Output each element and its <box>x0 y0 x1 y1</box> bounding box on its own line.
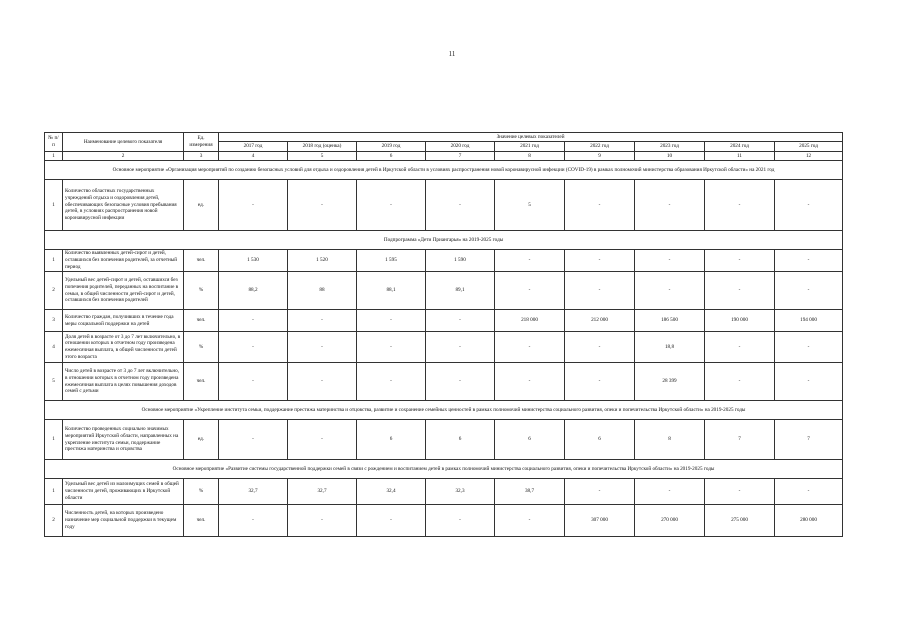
table-row <box>45 272 843 310</box>
unit-cell: чел. <box>184 363 219 401</box>
value-cell: - <box>426 363 495 401</box>
header-year: 2020 год <box>426 142 495 152</box>
value-cell: - <box>495 505 565 537</box>
value-cell: 32,3 <box>426 479 495 505</box>
unit-cell: ед. <box>184 420 219 460</box>
value-cell: - <box>219 332 288 363</box>
row-number: 2 <box>45 505 63 537</box>
value-cell: 8 <box>635 420 705 460</box>
row-number: 1 <box>45 180 63 231</box>
column-number: 6 <box>357 152 426 161</box>
value-cell: - <box>219 420 288 460</box>
value-cell: 1 520 <box>288 250 357 272</box>
section-title: Основное мероприятие «Укрепление института семьи, поддержание престижа материнства и отцовства, развитие и сохранение семейных ценностей в рамках полномочий министерства социального развития, опеки и попечительства Иркутской области» на 2019-2025 годы <box>45 401 843 420</box>
value-cell: - <box>775 332 843 363</box>
unit-cell: % <box>184 332 219 363</box>
target-indicators-table <box>44 132 843 537</box>
value-cell: 88,2 <box>219 272 288 310</box>
value-cell: 6 <box>565 420 635 460</box>
header-year: 2021 год <box>495 142 565 152</box>
value-cell: - <box>635 479 705 505</box>
indicator-name: Доля детей в возрасте от 3 до 7 лет включительно, в отношении которых в отчетном году произведена ежемесячная выплата, в общей численности детей этого возраста <box>63 332 184 363</box>
header-num: № п/п <box>45 133 63 152</box>
indicator-name: Количество проведенных социально значимых мероприятий Иркутской области, направленных на укрепление института семьи, поддержание престижа материнства и отцовства <box>63 420 184 460</box>
value-cell: 218 000 <box>495 310 565 332</box>
unit-cell: чел. <box>184 250 219 272</box>
table-row <box>45 332 843 363</box>
value-cell: 186 500 <box>635 310 705 332</box>
value-cell: - <box>565 332 635 363</box>
column-number: 8 <box>495 152 565 161</box>
table-row <box>45 479 843 505</box>
table-row <box>45 180 843 231</box>
value-cell: - <box>426 505 495 537</box>
value-cell: 88,1 <box>357 272 426 310</box>
column-number: 9 <box>565 152 635 161</box>
value-cell: - <box>565 363 635 401</box>
header-year: 2018 год (оценка) <box>288 142 357 152</box>
value-cell: - <box>219 310 288 332</box>
table-row <box>45 363 843 401</box>
value-cell: 1 590 <box>426 250 495 272</box>
value-cell: 212 000 <box>565 310 635 332</box>
value-cell: 6 <box>426 420 495 460</box>
value-cell: - <box>219 180 288 231</box>
column-number: 4 <box>219 152 288 161</box>
value-cell: 194 000 <box>775 310 843 332</box>
value-cell: 89,1 <box>426 272 495 310</box>
unit-cell: ед. <box>184 180 219 231</box>
row-number: 1 <box>45 479 63 505</box>
value-cell: - <box>775 180 843 231</box>
row-number: 3 <box>45 310 63 332</box>
value-cell: - <box>565 180 635 231</box>
value-cell: 6 <box>495 420 565 460</box>
value-cell: - <box>219 505 288 537</box>
indicator-name: Число детей в возрасте от 3 до 7 лет включительно, в отношении которых в отчетном году произведена ежемесячная выплата в целях повышения доходов семей с детьми <box>63 363 184 401</box>
header-values-group: Значение целевых показателей <box>219 133 843 142</box>
value-cell: - <box>705 250 775 272</box>
value-cell: - <box>288 505 357 537</box>
table-row <box>45 250 843 272</box>
value-cell: - <box>565 272 635 310</box>
section-title: Подпрограмма «Дети Приангарья» на 2019-2025 годы <box>45 231 843 250</box>
unit-cell: % <box>184 479 219 505</box>
value-cell: 88 <box>288 272 357 310</box>
value-cell: - <box>288 310 357 332</box>
section-title: Основное мероприятие «Организация мероприятий по созданию безопасных условий для отдыха и оздоровления детей в Иркутской области в условиях распространения новой коронавирусной инфекции (COVID-19) в рамках полномочий министерства образования Иркутской области» на 2021 год <box>45 161 843 180</box>
value-cell: - <box>495 363 565 401</box>
value-cell: - <box>775 363 843 401</box>
value-cell: - <box>635 180 705 231</box>
value-cell: - <box>775 272 843 310</box>
value-cell: - <box>565 479 635 505</box>
value-cell: 6 <box>357 420 426 460</box>
row-number: 2 <box>45 272 63 310</box>
value-cell: - <box>495 272 565 310</box>
header-row-top <box>45 133 843 142</box>
section-title: Основное мероприятие «Развитие системы государственной поддержки семей в связи с рождением и воспитанием детей в рамках полномочий министерства социального развития, опеки и попечительства Иркутской области» на 2019-2025 годы <box>45 460 843 479</box>
value-cell: - <box>495 250 565 272</box>
value-cell: - <box>495 332 565 363</box>
value-cell: - <box>357 505 426 537</box>
header-year: 2017 год <box>219 142 288 152</box>
value-cell: 275 000 <box>705 505 775 537</box>
value-cell: - <box>288 420 357 460</box>
column-number: 5 <box>288 152 357 161</box>
value-cell: 5 <box>495 180 565 231</box>
value-cell: - <box>635 272 705 310</box>
column-number: 12 <box>775 152 843 161</box>
row-number: 1 <box>45 250 63 272</box>
header-year: 2024 год <box>705 142 775 152</box>
value-cell: - <box>357 363 426 401</box>
value-cell: 270 000 <box>635 505 705 537</box>
value-cell: - <box>635 250 705 272</box>
value-cell: - <box>426 310 495 332</box>
value-cell: - <box>219 363 288 401</box>
value-cell: - <box>357 310 426 332</box>
value-cell: 280 000 <box>775 505 843 537</box>
column-number: 7 <box>426 152 495 161</box>
value-cell: - <box>357 332 426 363</box>
column-number: 10 <box>635 152 705 161</box>
page-number: 11 <box>448 50 456 58</box>
value-cell: - <box>705 363 775 401</box>
unit-cell: чел. <box>184 310 219 332</box>
table-row <box>45 505 843 537</box>
value-cell: - <box>705 479 775 505</box>
row-number: 5 <box>45 363 63 401</box>
indicator-name: Численность детей, на которых произведено назначение мер социальной поддержки в текущем году <box>63 505 184 537</box>
header-year: 2019 год <box>357 142 426 152</box>
value-cell: 38,7 <box>495 479 565 505</box>
header-year: 2025 год <box>775 142 843 152</box>
row-number: 4 <box>45 332 63 363</box>
row-number: 1 <box>45 420 63 460</box>
unit-cell: чел. <box>184 505 219 537</box>
value-cell: - <box>426 180 495 231</box>
section-row <box>45 401 843 420</box>
value-cell: 28 399 <box>635 363 705 401</box>
value-cell: 32,7 <box>219 479 288 505</box>
value-cell: 1 595 <box>357 250 426 272</box>
indicator-name: Удельный вес детей-сирот и детей, оставшихся без попечения родителей, переданных на воспитание в семьи, в общей численности детей-сирот и детей, оставшихся без попечения родителей <box>63 272 184 310</box>
value-cell: 190 000 <box>705 310 775 332</box>
header-unit: Ед. измерения <box>184 133 219 152</box>
value-cell: - <box>288 363 357 401</box>
value-cell: - <box>705 272 775 310</box>
value-cell: - <box>357 180 426 231</box>
column-number: 1 <box>45 152 63 161</box>
unit-cell: % <box>184 272 219 310</box>
table-row <box>45 310 843 332</box>
indicator-name: Количество выявленных детей-сирот и детей, оставшихся без попечения родителей, за отчетный период <box>63 250 184 272</box>
value-cell: - <box>565 250 635 272</box>
value-cell: - <box>288 332 357 363</box>
indicator-name: Количество граждан, получивших в течение года меры социальной поддержки на детей <box>63 310 184 332</box>
section-row <box>45 161 843 180</box>
column-number: 2 <box>63 152 184 161</box>
value-cell: - <box>705 332 775 363</box>
header-name: Наименование целевого показателя <box>63 133 184 152</box>
header-year: 2023 год <box>635 142 705 152</box>
value-cell: - <box>775 250 843 272</box>
value-cell: 1 530 <box>219 250 288 272</box>
value-cell: 307 000 <box>565 505 635 537</box>
column-number: 11 <box>705 152 775 161</box>
column-number: 3 <box>184 152 219 161</box>
value-cell: - <box>426 332 495 363</box>
value-cell: 7 <box>775 420 843 460</box>
section-row <box>45 460 843 479</box>
header-year: 2022 год <box>565 142 635 152</box>
value-cell: 18,8 <box>635 332 705 363</box>
value-cell: - <box>775 479 843 505</box>
section-row <box>45 231 843 250</box>
value-cell: 32,7 <box>288 479 357 505</box>
indicator-name: Количество областных государственных учреждений отдыха и оздоровления детей, обеспечивающих безопасные условия пребывания детей, в условиях распространения новой коронавирусной инфекции <box>63 180 184 231</box>
value-cell: 7 <box>705 420 775 460</box>
header-column-numbers-row <box>45 152 843 161</box>
table-row <box>45 420 843 460</box>
value-cell: - <box>288 180 357 231</box>
indicator-name: Удельный вес детей из малоимущих семей в общей численности детей, проживающих в Иркутской области <box>63 479 184 505</box>
value-cell: - <box>705 180 775 231</box>
value-cell: 32,4 <box>357 479 426 505</box>
